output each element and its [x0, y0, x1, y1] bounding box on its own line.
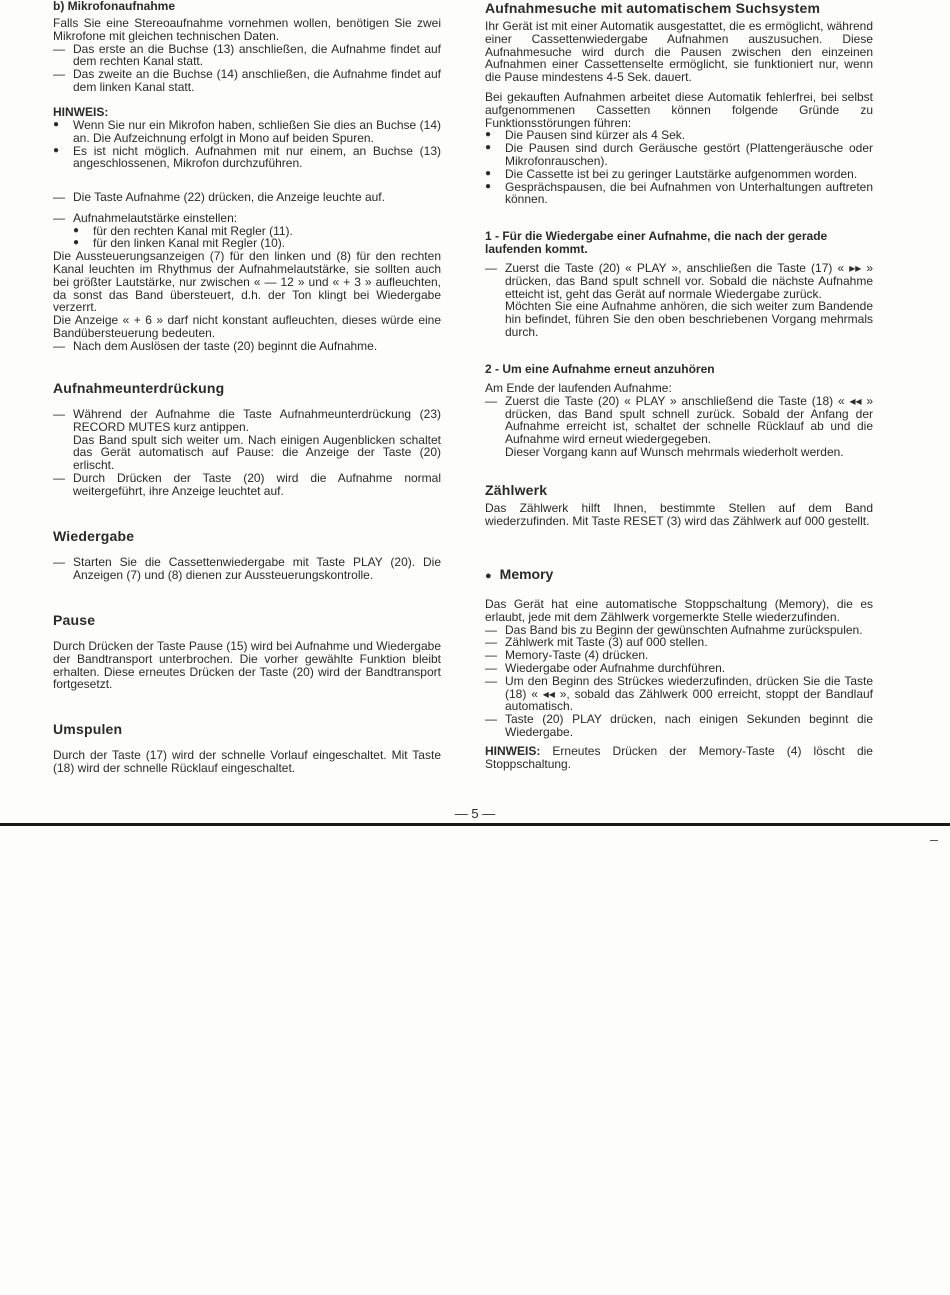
cause-bullet-3: ● Die Cassette ist bei zu geringer Lautstärke aufgenommen worden. [485, 168, 873, 181]
bottom-rule [0, 823, 950, 826]
cause-bullet-1: ● Die Pausen sind kürzer als 4 Sek. [485, 129, 873, 142]
wiedergabe-heading: Wiedergabe [53, 528, 135, 544]
memory-step-2: — Zählwerk mit Taste (3) auf 000 stellen. [485, 636, 873, 649]
volume-step: — Aufnahmelautstärke einstellen: [53, 212, 441, 225]
wiedergabe-section [53, 528, 441, 582]
search-forward-detail: Möchten Sie eine Aufnahme anhören, die sich weiter zum Bandende hin befindet, führen Sie den oben beschriebenen Vorgang mehrmals durch. [505, 299, 873, 339]
memory-hinweis [485, 745, 873, 771]
mikrofon-intro: Falls Sie eine Stereoaufnahme vornehmen wollen, benötigen Sie zwei Mikrofone mit gleichen technischen Daten. [53, 16, 441, 43]
unterdrueckung-step-1: — Während der Aufnahme die Taste Aufnahmeunterdrückung (23) RECORD MUTES kurz antippen. [53, 408, 441, 434]
pause-heading: Pause [53, 612, 96, 628]
umspulen-heading: Umspulen [53, 721, 123, 737]
volume-left-channel: ● für den linken Kanal mit Regler (10). [53, 237, 441, 250]
unterdrueckung-heading: Aufnahmeunterdrückung [53, 380, 225, 396]
memory-hinweis-text: Erneutes Drücken der Memory-Taste (4) löscht die Stoppschaltung. [485, 743, 873, 771]
search-forward-heading: 1 - Für die Wiedergabe einer Aufnahme, die nach der gerade laufenden kommt. [485, 229, 828, 256]
suchsystem-causes-intro: Bei gekauften Aufnahmen arbeitet diese Automatik fehlerfrei, bei selbst aufgenommenen Cassetten können folgende Gründe zu Funktionsstörungen führen: [485, 89, 873, 130]
hinweis-block [53, 106, 441, 170]
suchsystem-intro: Ihr Gerät ist mit einer Automatik ausgestattet, die es ermöglicht, während einer Cassettenwiedergabe Aufnahmen auszusuchen. Diese Aufnahmesuche wird durch die Pausen zwischen den einzeinen Aufnahmen einer Cassettenselte ermöglicht, sie funktioniert nur, wenn die Pause mindestens 4-5 Sek. dauert. [485, 19, 873, 85]
search-replay-step: — Zuerst die Taste (20) « PLAY » anschließend die Taste (18) « ◂◂ » drücken, das Band spult schnell zurück. Sobald der Anfang der Aufnahme erreicht ist, schaltet der schnelle Rücklauf ab und die Aufnahme wird erneut wiedergegeben. [485, 395, 873, 446]
unterdrueckung-step-2: — Durch Drücken der Taste (20) wird die Aufnahme normal weitergeführt, ihre Anzeige leuchtet auf. [53, 472, 441, 498]
suchsystem-heading: Aufnahmesuche mit automatischem Suchsystem [485, 0, 821, 16]
memory-heading-text: Memory [499, 566, 554, 582]
memory-intro: Das Gerät hat eine automatische Stoppschaltung (Memory), die es erlaubt, jede mit dem Zählwerk vorgemerkte Stelle wiederzufinden. [485, 597, 873, 624]
cause-bullet-2: ● Die Pausen sind durch Geräusche gestört (Plattengeräusche oder Mikrofonrauschen). [485, 142, 873, 168]
hinweis-label: HINWEIS: [53, 105, 109, 119]
edge-mark [930, 840, 938, 841]
umspulen-section [53, 721, 441, 775]
hinweis-bullet-1: ● Wenn Sie nur ein Mikrofon haben, schließen Sie dies an Buchse (14) an. Die Aufzeichnung erfolgt in Mono auf beiden Spuren. [53, 119, 441, 145]
zaehlwerk-heading: Zählwerk [485, 482, 548, 498]
aufnahme-steps [53, 191, 441, 353]
zaehlwerk-section [485, 482, 873, 528]
overload-paragraph: Die Anzeige « + 6 » darf nicht konstant aufleuchten, dieses würde eine Bandübersteuerung bedeuten. [53, 313, 441, 340]
page-number: — 5 — [454, 806, 496, 821]
memory-heading [485, 566, 873, 584]
memory-step-6: — Taste (20) PLAY drücken, nach einigen Sekunden beginnt die Wiedergabe. [485, 713, 873, 739]
search-replay-section [485, 363, 873, 459]
start-recording-step: — Nach dem Auslösen der taste (20) beginnt die Aufnahme. [53, 340, 441, 353]
cause-bullet-4: ● Gesprächspausen, die bei Aufnahmen von Unterhaltungen auftreten können. [485, 181, 873, 207]
memory-step-5: — Um den Beginn des Strückes wiederzufinden, drücken Sie die Taste (18) « ◂◂ », sobald das Zählwerk 000 erreicht, stoppt der Bandlauf automatisch. [485, 675, 873, 713]
search-replay-intro: Am Ende der laufenden Aufnahme: [485, 381, 672, 395]
memory-hinweis-label: HINWEIS: [485, 743, 541, 758]
hinweis-bullet-2: ● Es ist nicht möglich. Aufnahmen mit nur einem, an Buchse (13) angeschlossenen, Mikrofon durchzuführen. [53, 145, 441, 171]
unterdrueckung-step-1-detail: Das Band spult sich weiter um. Nach einigen Augenblicken schaltet das Gerät automatisch auf Pause: die Anzeige der Taste (20) erlischt. [73, 432, 441, 473]
mikrofon-section [53, 0, 441, 94]
memory-section [485, 552, 873, 770]
memory-step-3: — Memory-Taste (4) drücken. [485, 649, 873, 662]
pause-paragraph: Durch Drücken der Taste Pause (15) wird bei Aufnahme und Wiedergabe der Bandtransport unterbrochen. Die vorher gewählte Funktion bleibt erhalten. Diese erneutes Drücken der Taste (20) wird der Bandtransport fortgesetzt. [53, 639, 441, 692]
umspulen-paragraph: Durch der Taste (17) wird der schnelle Vorlauf eingeschaltet. Mit Taste (18) wird der schnelle Rücklauf eingeschaltet. [53, 748, 441, 775]
search-forward-step: — Zuerst die Taste (20) « PLAY », anschließen die Taste (17) « ▸▸ » drücken, das Band spult schnell vor. Sobald die nächste Aufnahme etteicht ist, geht das Gerät auf normale Wiedergabe zurück. [485, 262, 873, 300]
mikrofon-heading: b) Mikrofonaufnahme [53, 0, 175, 13]
mikrofon-step-2: — Das zweite an die Buchse (14) anschließen, die Aufnahme findet auf dem linken Kanal statt. [53, 68, 441, 94]
volume-right-channel: ● für den rechten Kanal mit Regler (11). [53, 225, 441, 238]
record-key-step: — Die Taste Aufnahme (22) drücken, die Anzeige leuchte auf. [53, 191, 441, 204]
mikrofon-step-1: — Das erste an die Buchse (13) anschließen, die Aufnahme findet auf dem rechten Kanal statt. [53, 43, 441, 69]
bullet-icon: ● [485, 570, 492, 582]
search-replay-detail: Dieser Vorgang kann auf Wunsch mehrmals wiederholt werden. [505, 444, 844, 459]
wiedergabe-step: — Starten Sie die Cassettenwiedergabe mit Taste PLAY (20). Die Anzeigen (7) und (8) dienen zur Aussteuerungskontrolle. [53, 556, 441, 582]
level-meter-paragraph: Die Aussteuerungsanzeigen (7) für den linken und (8) für den rechten Kanal leuchten im Rhythmus der Aufnahmelautstärke, sie sollten auch bei größter Lautstärke, nur zwischen « — 12 » und « + 3 » aufleuchten, da sonst das Band übersteuert, d.h. der Ton klingt bei Wiedergabe verzerrt. [53, 249, 441, 315]
memory-step-4: — Wiedergabe oder Aufnahme durchführen. [485, 662, 873, 675]
search-forward-section [485, 230, 873, 339]
search-replay-heading: 2 - Um eine Aufnahme erneut anzuhören [485, 362, 715, 376]
memory-step-1: — Das Band bis zu Beginn der gewünschten Aufnahme zurückspulen. [485, 624, 873, 637]
zaehlwerk-paragraph: Das Zählwerk hilft Ihnen, bestimmte Stellen auf dem Band wiederzufinden. Mit Taste RESET (3) wird das Zählwerk auf 000 gestellt. [485, 501, 873, 528]
suchsystem-section [485, 0, 873, 206]
unterdrueckung-section [53, 380, 441, 498]
pause-section [53, 612, 441, 691]
